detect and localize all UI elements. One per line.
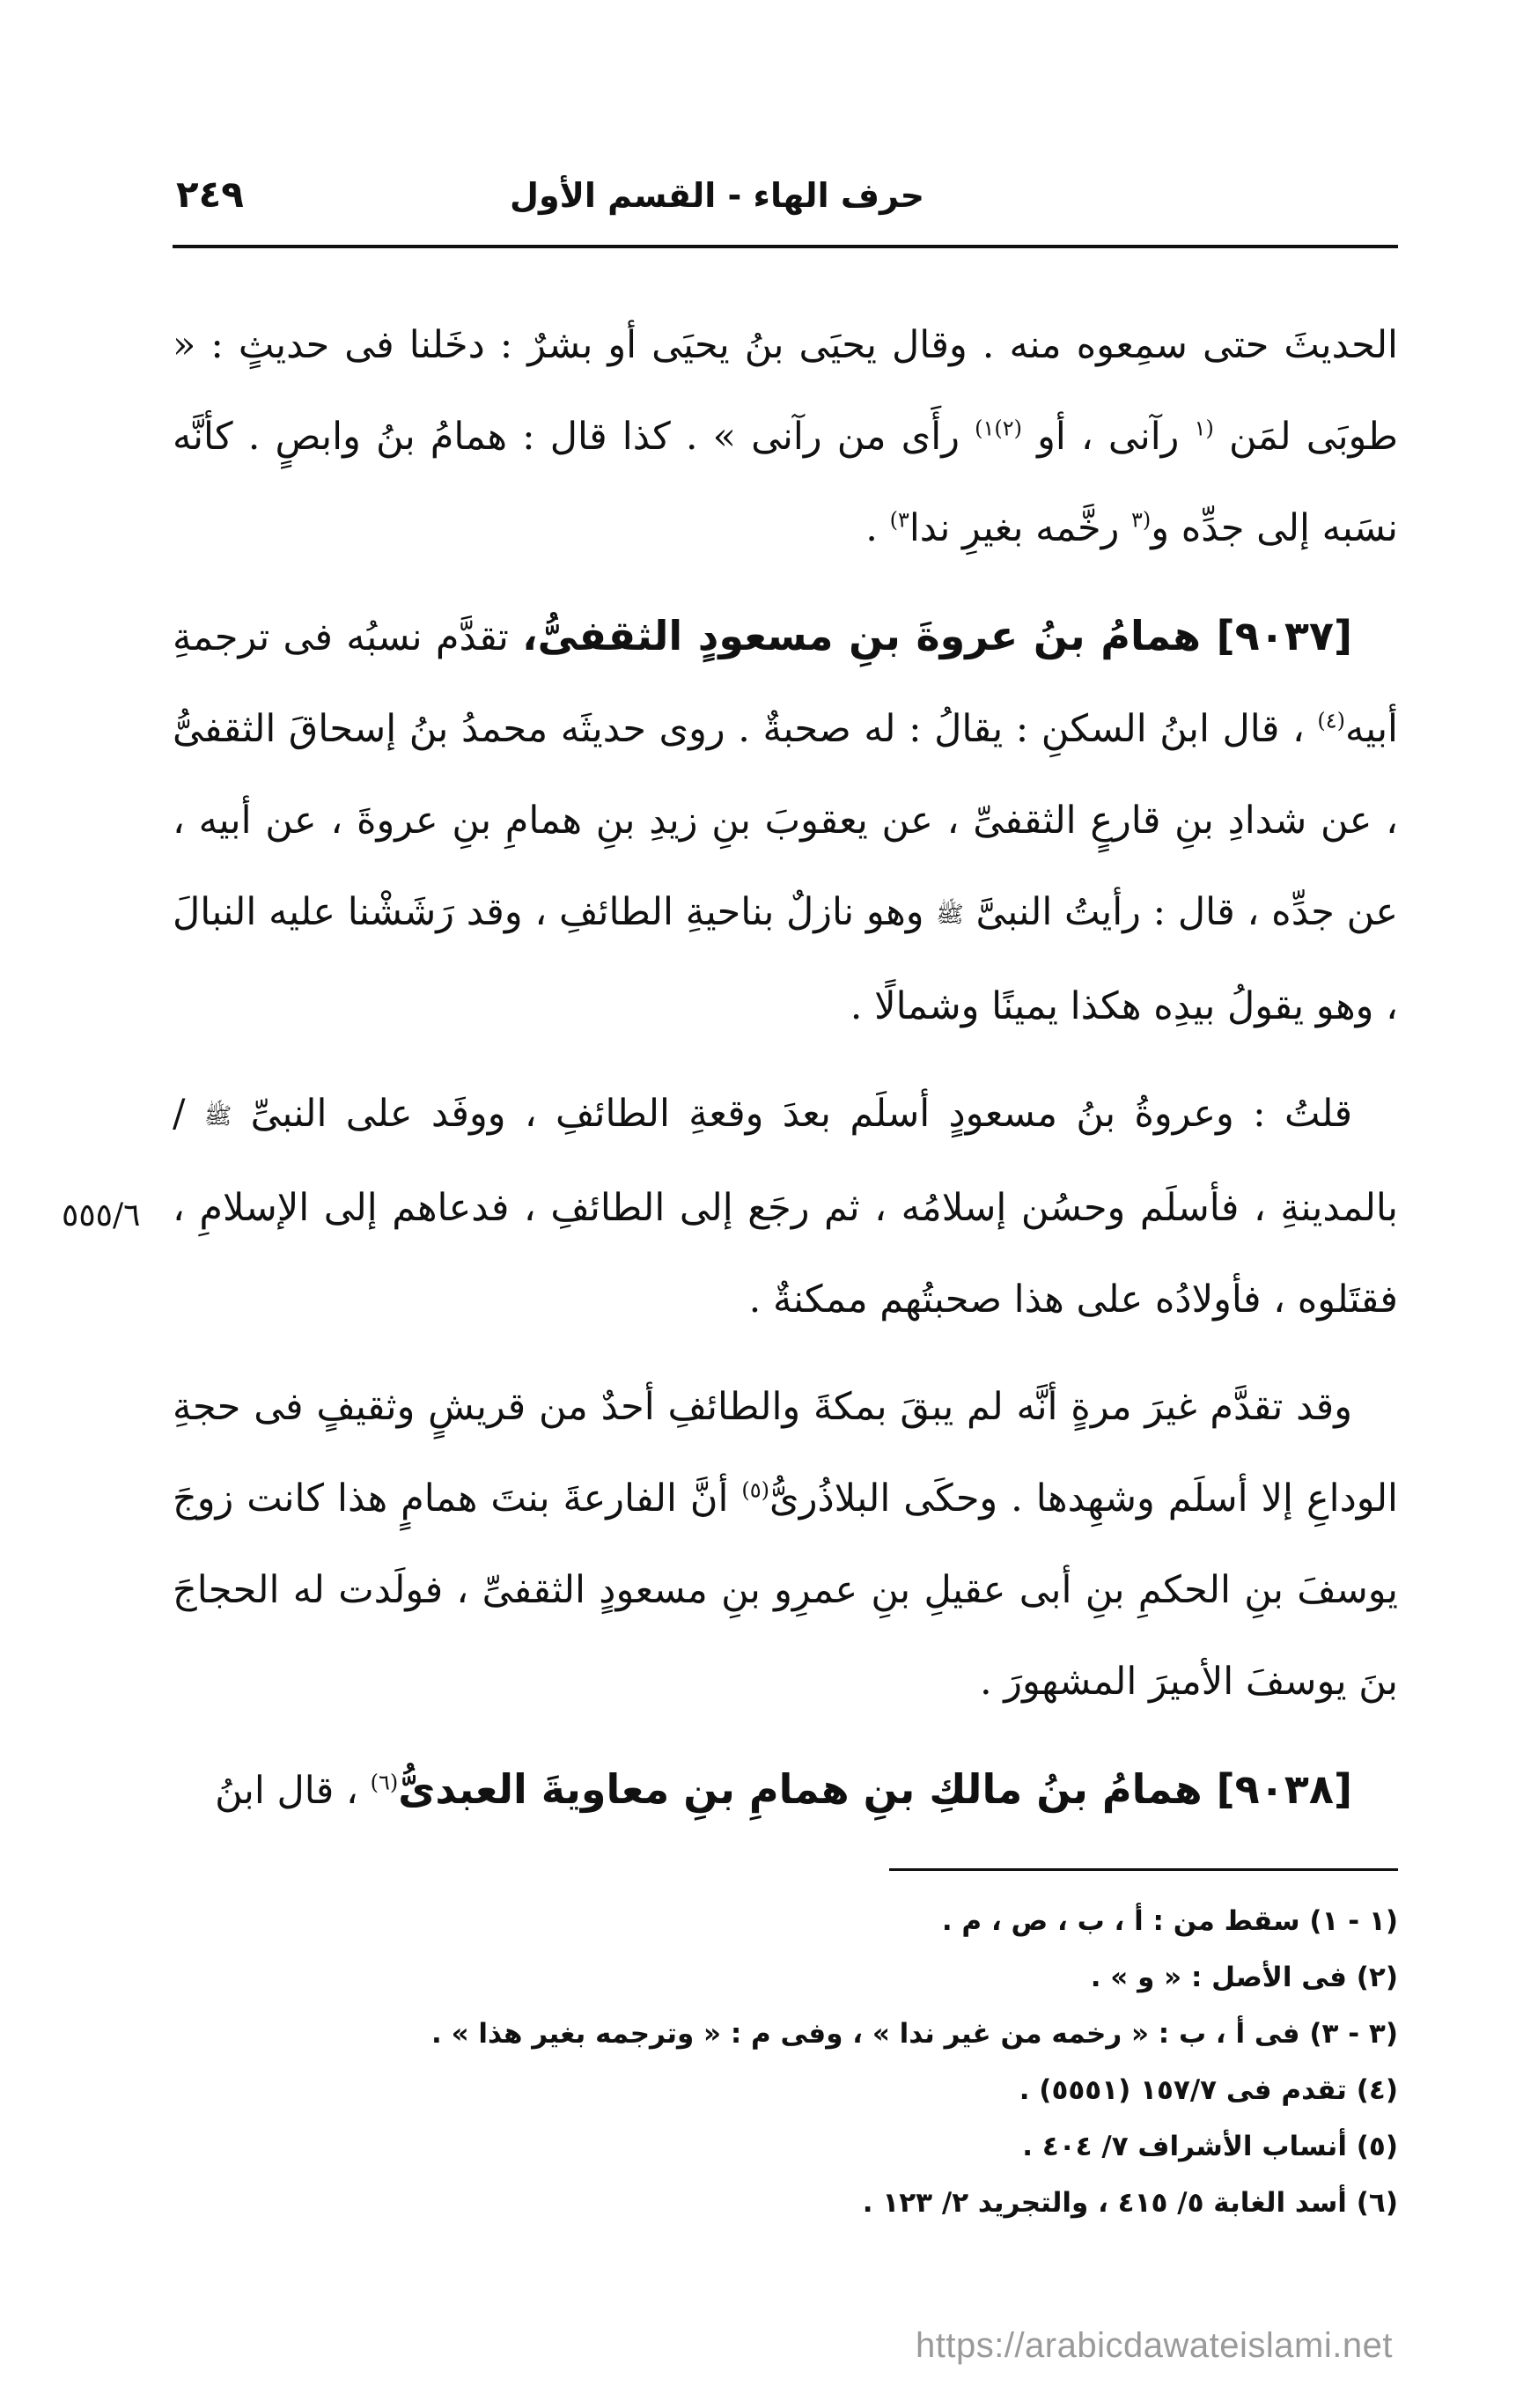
- margin-page-reference: ٥٥٥/٦: [62, 1197, 141, 1233]
- footnotes: [173, 1893, 1398, 2231]
- main-text: [173, 299, 1398, 1837]
- text-run: رأَى من رآنى » . كذا قال : همامُ بنُ وابصٍ . كأنَّه نسَبه إلى جدِّه و: [173, 415, 1398, 550]
- footnote-ref: ٣): [889, 507, 909, 533]
- entry-heading: [٩٠٣٧] همامُ بنُ عروةَ بنِ مسعودٍ الثقفىُّ،: [522, 612, 1353, 659]
- entry-9037: [173, 590, 1398, 1052]
- text-run: رآنى ، أو: [1021, 415, 1195, 459]
- paragraph-note: [173, 1068, 1398, 1345]
- text-run: قلتُ : وعروةُ بنُ مسعودٍ أسلَم بعدَ وقعةِ الطائفِ ، ووفَد على النبىِّ: [232, 1092, 1352, 1136]
- header-rule: [173, 245, 1398, 248]
- text-run: .: [865, 506, 890, 550]
- text-run: رخَّمه بغيرِ ندا: [909, 506, 1132, 550]
- footnote: (٦) أسد الغابة ٥/ ٤١٥ ، والتجريد ٢/ ١٢٣ .: [862, 2187, 1398, 2219]
- text-run: أنَّ الفارعةَ بنتَ همامٍ هذا كانت زوجَ يوسفَ بنِ الحكمِ بنِ أبى عقيلِ بنِ عمرِو بنِ مسعودٍ الثقفىِّ ، فولَدت له الحجاجَ بنَ يوسفَ الأميرَ المشهورَ .: [173, 1476, 1398, 1704]
- text-run: وهو نازلٌ بناحيةِ الطائفِ ، وقد رَشَشْنا عليه النبالَ ، وهو يقولُ بيدِه هكذا يمينًا وشمالًا .: [173, 890, 1398, 1028]
- footnote: (٢) فى الأصل : « و » .: [1090, 1962, 1398, 1993]
- page-header: [167, 169, 1391, 239]
- footnote: (١ - ١) سقط من : أ ، ب ، ص ، م .: [941, 1905, 1398, 1937]
- paragraph-continuation: [173, 299, 1398, 574]
- entry-heading: [٩٠٣٨] همامُ بنُ مالكِ بنِ همامِ بنِ معاويةَ العبدىُّ: [398, 1765, 1352, 1813]
- footnote-ref: (٢)١): [975, 416, 1022, 441]
- footnote-ref: (١: [1194, 416, 1214, 441]
- footnote: (٤) تقدم فى ١٥٧/٧ (٥٥٥١) .: [1019, 2074, 1398, 2106]
- running-title: حرف الهاء - القسم الأول: [510, 176, 924, 215]
- footnote-ref: (٥): [741, 1477, 770, 1503]
- text-run: وقد تقدَّم غيرَ مرةٍ أنَّه لم يبقَ بمكةَ والطائفِ أحدٌ من قريشٍ وثقيفٍ فى حجةِ الوداعِ إلا أسلَم وشهِدها . وحكَى البلاذُرىُّ: [173, 1385, 1398, 1521]
- page-number: ٢٤٩: [176, 173, 244, 216]
- footnote: (٥) أنساب الأشراف ٧/ ٤٠٤ .: [1022, 2131, 1398, 2162]
- watermark-url: https://arabicdawateislami.net: [916, 2326, 1393, 2365]
- footnote: (٣ - ٣) فى أ ، ب : « رخمه من غير ندا » ، وفى م : « وترجمه بغير هذا » .: [431, 2018, 1398, 2050]
- text-run: /بالمدينةِ ، فأسلَم وحسُن إسلامُه ، ثم رجَع إلى الطائفِ ، فدعاهم إلى الإسلامِ ، فقتَلوه ، فأولادُه على هذا صحبتُهم ممكنةٌ .: [173, 1092, 1398, 1322]
- salla-glyph: ﷺ: [936, 902, 964, 928]
- entry-9038: [173, 1743, 1398, 1837]
- text-run: ، قال ابنُ السكنِ : يقالُ : له صحبةٌ . روى حديثَه محمدُ بنُ إسحاقَ الثقفىُّ ، عن شدادِ بنِ قارعٍ الثقفىِّ ، عن يعقوبَ بنِ زيدِ بنِ همامِ بنِ عروةَ ، عن أبيه ، عن جدِّه ، قال : رأيتُ النبىَّ: [173, 707, 1399, 934]
- text-run: الحديثَ حتى سمِعوه منه . وقال يحيَى بنُ يحيَى أو بشرٌ : دخَلنا فى حديثٍ : « طوبَى لمَن: [173, 323, 1398, 459]
- footnote-ref: (٦): [370, 1770, 399, 1795]
- footnote-rule: [889, 1868, 1398, 1871]
- footnote-ref: (٤): [1317, 708, 1346, 733]
- text-run: تقدَّم نسبُه فى ترجمةِ أبيه: [173, 615, 1398, 751]
- footnote-ref: (٣: [1131, 507, 1152, 533]
- text-run: ، قال ابنُ: [215, 1769, 371, 1813]
- paragraph-note: [173, 1361, 1398, 1727]
- salla-glyph: ﷺ: [203, 1103, 232, 1130]
